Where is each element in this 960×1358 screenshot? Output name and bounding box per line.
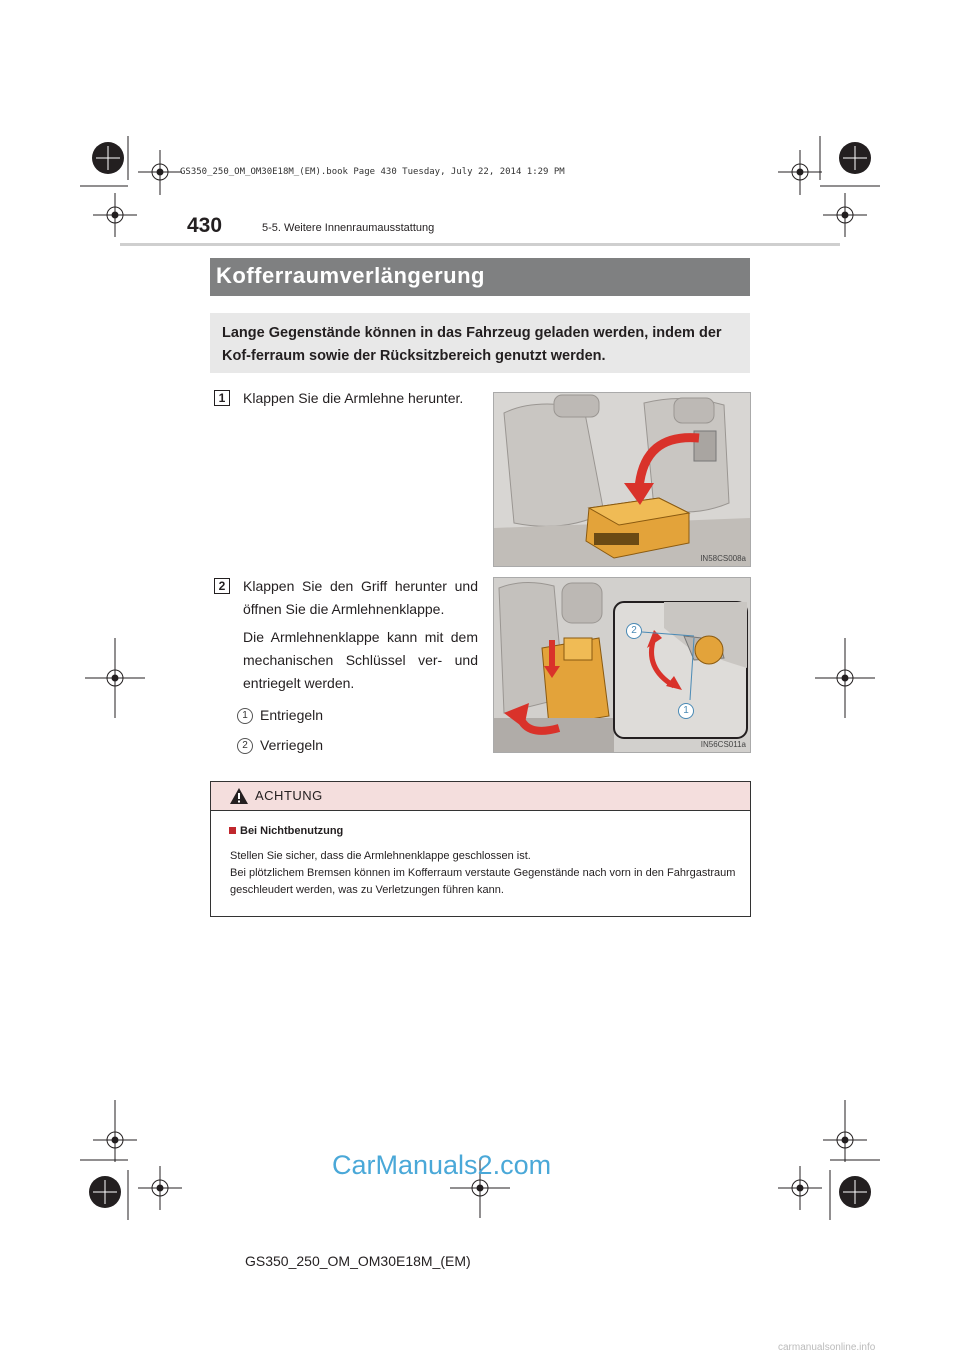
figure-2-code: IN56CS011a bbox=[700, 740, 746, 749]
site-mark: carmanualsonline.info bbox=[778, 1342, 876, 1353]
step-number-2: 2 bbox=[214, 578, 230, 594]
intro-box bbox=[210, 313, 750, 373]
warning-header bbox=[211, 782, 750, 811]
step-2-text: Klappen Sie den Griff herunter und öffnen Sie die Armlehnenklappe. bbox=[243, 578, 478, 617]
watermark: CarManuals2.com bbox=[332, 1150, 552, 1180]
callout-label-2: Verriegeln bbox=[260, 737, 324, 753]
armrest-illustration bbox=[494, 393, 750, 566]
figure-2-callout-1: 1 bbox=[678, 703, 694, 719]
callout-number-1: 1 bbox=[237, 708, 253, 724]
figure-2-callout-2: 2 bbox=[626, 623, 642, 639]
warning-triangle-icon bbox=[229, 787, 249, 805]
warning-item-title: Bei Nichtbenutzung bbox=[240, 825, 344, 837]
figure-armrest-lid bbox=[493, 577, 751, 753]
armrest-lid-illustration bbox=[494, 578, 750, 752]
figure-armrest-fold bbox=[493, 392, 751, 567]
footer-code: GS350_250_OM_OM30E18M_(EM) bbox=[245, 1253, 471, 1269]
red-square-bullet-icon bbox=[229, 827, 236, 834]
step-1-text: Klappen Sie die Armlehne herunter. bbox=[243, 390, 464, 406]
warning-item-heading bbox=[229, 825, 343, 837]
page-title: Kofferraumverlängerung bbox=[216, 263, 485, 288]
warning-body: Stellen Sie sicher, dass die Armlehnenklappe geschlossen ist. Bei plötzlichem Bremsen können im Kofferraum verstaute Gegenstände nach vorn in den Fahrgastraum geschleudert werden, was zu Verletzungen führen kann. bbox=[230, 850, 736, 896]
figure-1-code: IN58CS008a bbox=[700, 554, 746, 563]
step-2-note: Die Armlehnenklappe kann mit dem mechanischen Schlüssel ver- und entriegelt werden. bbox=[243, 629, 478, 691]
step-number-1: 1 bbox=[214, 390, 230, 406]
intro-text: Lange Gegenstände können in das Fahrzeug geladen werden, indem der Kof-ferraum sowie der Rücksitzbereich genutzt werden. bbox=[222, 325, 722, 364]
section-title: 5-5. Weitere Innenraumausstattung bbox=[262, 222, 435, 234]
callout-label-1: Entriegeln bbox=[260, 707, 324, 723]
warning-box bbox=[210, 781, 751, 917]
warning-title: ACHTUNG bbox=[255, 788, 323, 803]
page-number: 430 bbox=[187, 214, 223, 237]
page-title-bar bbox=[210, 258, 750, 296]
header-rule bbox=[120, 243, 840, 246]
book-info-line: GS350_250_OM_OM30E18M_(EM).book Page 430 Tuesday, July 22, 2014 1:29 PM bbox=[180, 167, 565, 177]
callout-number-2: 2 bbox=[237, 738, 253, 754]
